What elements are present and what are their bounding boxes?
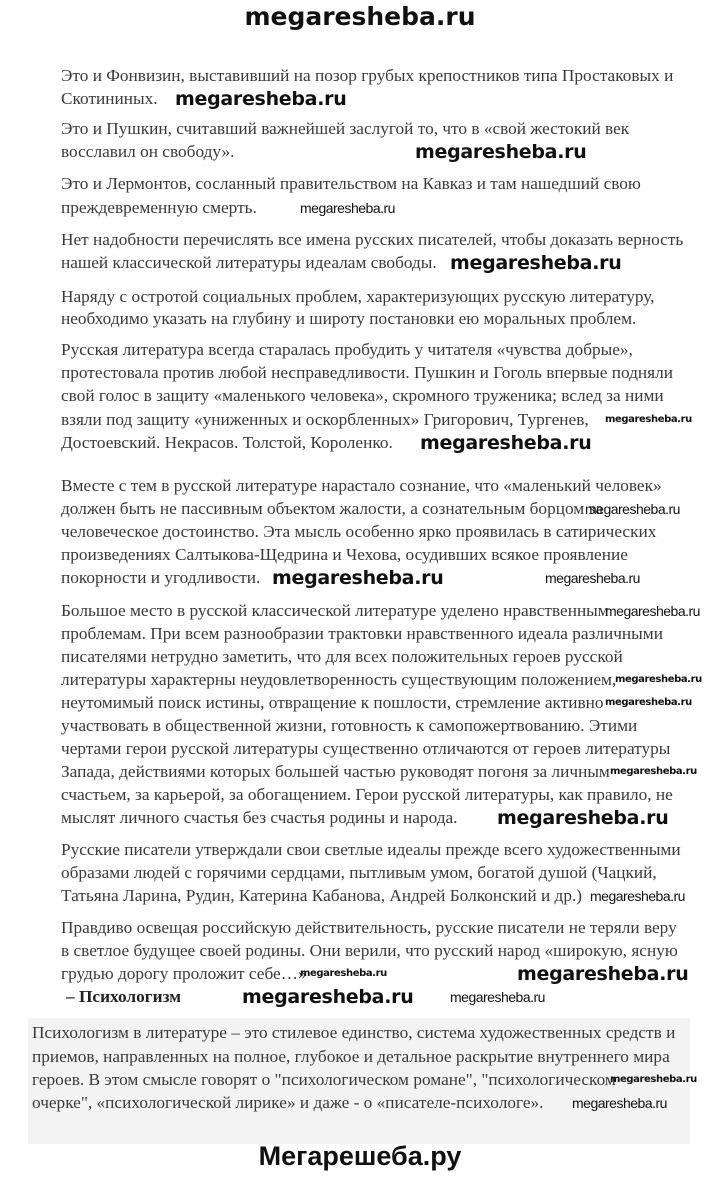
text-line: участвовать в общественной жизни, готовность к самопожертвованию. Этими bbox=[61, 716, 638, 735]
watermark: megaresheba.ru bbox=[415, 141, 587, 163]
watermark: megaresheba.ru bbox=[572, 1095, 667, 1111]
watermark: megaresheba.ru bbox=[497, 807, 669, 829]
watermark: megaresheba.ru bbox=[590, 888, 685, 904]
watermark: megaresheba.ru bbox=[450, 989, 545, 1005]
text-line: человеческое достоинство. Эта мысль особенно ярко проявилась в сатирических bbox=[61, 522, 657, 541]
text-line: очерке", «психологической лирике» и даже - о «писателе-психологе». bbox=[32, 1093, 544, 1112]
text-line: счастьем, за карьерой, за обогащением. Герои русской литературы, как правило, не bbox=[61, 785, 673, 804]
watermark: megaresheba.ru bbox=[300, 968, 387, 979]
text-line: в светлое будущее своей родины. Они верили, что русский народ «широкую, ясную bbox=[61, 941, 678, 960]
watermark: megaresheba.ru bbox=[272, 567, 444, 589]
text-line: покорности и угодливости. bbox=[61, 568, 261, 587]
text-line: Правдиво освещая российскую действительность, русские писатели не теряли веру bbox=[61, 918, 677, 937]
watermark: megaresheba.ru bbox=[420, 432, 592, 454]
text-line: неутомимый поиск истины, отвращение к пошлости, стремление активно bbox=[61, 693, 604, 712]
site-footer: Мегарешеба.ру bbox=[258, 1141, 462, 1171]
text-line: должен быть не пассивным объектом жалости, а сознательным борцом за bbox=[61, 499, 604, 518]
watermark: megaresheba.ru bbox=[605, 414, 692, 425]
watermark: megaresheba.ru bbox=[450, 252, 622, 274]
text-line: Это и Фонвизин, выставивший на позор грубых крепостников типа Простаковых и bbox=[61, 66, 674, 85]
watermark: megaresheba.ru bbox=[517, 963, 689, 985]
watermark: megaresheba.ru bbox=[585, 501, 680, 517]
text-line: взяли под защиту «униженных и оскорбленных» Григорович, Тургенев, bbox=[61, 410, 589, 429]
text-line: образами людей с горячими сердцами, пытливым умом, богатой душой (Чацкий, bbox=[61, 863, 657, 882]
text-line: Наряду с остротой социальных проблем, характеризующих русскую литературу, bbox=[61, 287, 655, 306]
text-line: необходимо указать на глубину и широту постановки ею моральных проблем. bbox=[61, 309, 637, 328]
text-line: литературы характерны неудовлетворенность существующим положением, bbox=[61, 670, 617, 689]
text-line: Достоевский. Некрасов. Толстой, Короленко. bbox=[61, 433, 393, 452]
watermark: megaresheba.ru bbox=[175, 88, 347, 110]
site-header: megaresheba.ru bbox=[244, 2, 476, 31]
text-line: Русская литература всегда старалась пробудить у читателя «чувства добрые», bbox=[61, 340, 633, 359]
text-line: Большое место в русской классической литературе уделено нравственным bbox=[61, 601, 609, 620]
text-line: произведениях Салтыкова-Щедрина и Чехова, осудивших всякое проявление bbox=[61, 545, 628, 564]
text-line: Это и Пушкин, считавший важнейшей заслугой то, что в «свой жестокий век bbox=[61, 119, 630, 138]
watermark: megaresheba.ru bbox=[300, 200, 395, 216]
text-line: грудью дорогу проложит себе…» bbox=[61, 964, 307, 983]
watermark: megaresheba.ru bbox=[615, 674, 702, 685]
watermark: megaresheba.ru bbox=[610, 766, 697, 777]
watermark: megaresheba.ru bbox=[610, 1074, 697, 1085]
watermark: megaresheba.ru bbox=[242, 986, 414, 1008]
text-line: мыслят личного счастья без счастья родины и народа. bbox=[61, 808, 458, 827]
text-line: Запада, действиями которых большей частью руководят погоня за личным bbox=[61, 762, 610, 781]
watermark: megaresheba.ru bbox=[605, 697, 692, 708]
text-line: писателями нетрудно заметить, что для всех положительных героев русской bbox=[61, 647, 623, 666]
text-line: нашей классической литературы идеалам свободы. bbox=[61, 253, 437, 272]
section-heading: – Психологизм bbox=[66, 987, 182, 1006]
text-line: Вместе с тем в русской литературе нарастало сознание, что «маленький человек» bbox=[61, 476, 662, 495]
text-line: чертами герои русской литературы существенно отличаются от героев литературы bbox=[61, 739, 671, 758]
text-line: восславил он свободу». bbox=[61, 142, 235, 161]
text-line: свой голос в защиту «маленького человека», скромного труженика; вслед за ними bbox=[61, 386, 664, 405]
text-line: Скотининых. bbox=[61, 89, 158, 108]
text-line: героев. В этом смысле говорят о "психологическом романе", "психологическом bbox=[32, 1070, 616, 1089]
text-line: Психологизм в литературе – это стилевое единство, система художественных средств и bbox=[32, 1023, 676, 1042]
watermark: megaresheba.ru bbox=[545, 570, 640, 586]
text-line: преждевременную смерть. bbox=[61, 198, 257, 217]
text-line: Татьяна Ларина, Рудин, Катерина Кабанова, Андрей Болконский и др.) bbox=[61, 886, 583, 905]
text-line: Это и Лермонтов, сосланный правительством на Кавказ и там нашедший свою bbox=[61, 174, 641, 193]
text-line: протестовала против любой несправедливости. Пушкин и Гоголь впервые подняли bbox=[61, 363, 673, 382]
text-line: Русские писатели утверждали свои светлые идеалы прежде всего художественными bbox=[61, 840, 681, 859]
text-line: приемов, направленных на полное, глубокое и детальное раскрытие внутреннего мира bbox=[32, 1047, 670, 1066]
text-line: проблемам. При всем разнообразии трактовки нравственного идеала различными bbox=[61, 624, 663, 643]
watermark: megaresheba.ru bbox=[605, 603, 700, 619]
text-line: Нет надобности перечислять все имена русских писателей, чтобы доказать верность bbox=[61, 230, 684, 249]
